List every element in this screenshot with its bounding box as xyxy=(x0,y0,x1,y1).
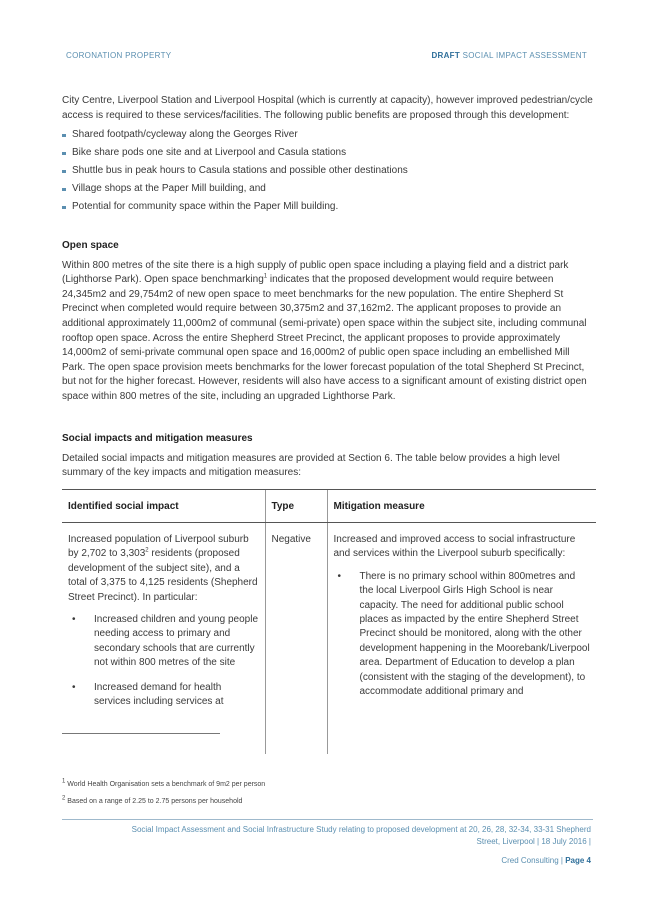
footnote-ref: 2 xyxy=(145,548,149,555)
list-item: • Increased demand for health services including services at xyxy=(68,681,259,710)
page-number: Page 4 xyxy=(565,856,591,865)
list-item: • Increased children and young people needing access to primary and secondary schools that are currently not within 800 metres of the site xyxy=(68,613,259,671)
impact-list xyxy=(68,613,259,709)
list-item: Bike share pods one site and at Liverpool and Casula stations xyxy=(62,146,593,161)
footnote: $^1$ World Health Organisation sets a benchmark of 9m2 per person xyxy=(62,778,266,788)
column-header: Mitigation measure xyxy=(327,490,596,523)
list-item: Shuttle bus in peak hours to Casula stations and possible other destinations xyxy=(62,164,593,179)
footnote: $^2$ Based on a range of 2.25 to 2.75 persons per household xyxy=(62,795,243,805)
footnote-divider xyxy=(62,733,220,734)
open-space-paragraph: Within 800 metres of the site there is a high supply of public open space including a playing field and a district park (Lighthorse Park). Open space benchmarking$^1$ indicates that the proposed development would require between 24,345m2 and 29,754m2 of new open space to meet benchmarks for the new population. The entire Shepherd St Precinct when completed would require between 30,375m2 and 37,162m2. The applicant proposes to provide an additional approximately 11,000m2 of communal (semi-private) open space within the subject site, including communal rooftop open space. Across the entire Shepherd Street Precinct, the applicant proposes to provide approximately 14,000m2 of semi-private communal open space and 16,000m2 of public open space including an embellished Mill Park. The open space provision meets benchmarks for the lower forecast population of the total Shepherd St Precinct, but not for the higher forecast. However, residents will also have access to a significant amount of existing district open space within 800 metres of the site, including an upgraded Lighthorse Park. xyxy=(62,259,587,402)
intro-paragraph: City Centre, Liverpool Station and Liverpool Hospital (which is currently at capacity), however improved pedestrian/cycle access is required to these services/facilities. The following public benefits are proposed through this development: xyxy=(62,95,593,121)
social-impacts-heading: Social impacts and mitigation measures xyxy=(62,433,253,444)
footer-line-2: Street, Liverpool | 18 July 2016 | xyxy=(476,837,591,846)
open-space-heading: Open space xyxy=(62,240,119,251)
column-header: Type xyxy=(265,490,327,523)
intro-section xyxy=(62,94,593,218)
impact-table xyxy=(62,489,596,754)
header-left: CORONATION PROPERTY xyxy=(66,51,172,60)
impact-cell xyxy=(62,523,265,755)
header-right xyxy=(431,51,587,60)
footnote-ref: 1 xyxy=(263,273,268,280)
page-footer xyxy=(501,856,591,865)
social-impacts-section xyxy=(62,432,593,481)
benefits-list xyxy=(62,128,593,215)
company-name: Cred Consulting | xyxy=(501,856,566,865)
table-row xyxy=(62,523,596,755)
list-item: Potential for community space within the Paper Mill building. xyxy=(62,200,593,215)
type-cell: Negative xyxy=(265,523,327,755)
header-title: SOCIAL IMPACT ASSESSMENT xyxy=(460,51,587,60)
impact-text: Increased population of Liverpool suburb by 2,702 to 3,303$^2$ residents (proposed development of the subject site), and a total of 3,375 to 4,125 residents (Shepherd Street Precinct). In particular: xyxy=(68,534,258,603)
column-header: Identified social impact xyxy=(62,490,265,523)
footer-line-1: Social Impact Assessment and Social Infrastructure Study relating to proposed development at 20, 26, 28, 32-34, 33-31 Shepherd xyxy=(131,825,591,834)
draft-label: DRAFT xyxy=(431,51,461,60)
table-header-row xyxy=(62,490,596,523)
mitigation-intro: Increased and improved access to social infrastructure and services within the Liverpool suburb specifically: xyxy=(333,534,576,560)
mitigation-list xyxy=(334,570,591,700)
mitigation-cell xyxy=(327,523,596,755)
open-space-section xyxy=(62,239,593,405)
list-item: • There is no primary school within 800metres and the local Liverpool Girls High School is near capacity. The need for additional public school places as impacted by the entire Shepherd Street Precinct should be monitored, along with the other development happening in the Moorebank/Liverpool area. Department of Education to develop a plan (consistent with the staging of the development), to accommodate additional primary and xyxy=(334,570,591,700)
footer-divider xyxy=(62,819,593,820)
social-impacts-paragraph: Detailed social impacts and mitigation measures are provided at Section 6. The table below provides a high level summary of the key impacts and mitigation measures: xyxy=(62,452,560,479)
list-item: Village shops at the Paper Mill building, and xyxy=(62,182,593,197)
list-item: Shared footpath/cycleway along the Georges River xyxy=(62,128,593,143)
